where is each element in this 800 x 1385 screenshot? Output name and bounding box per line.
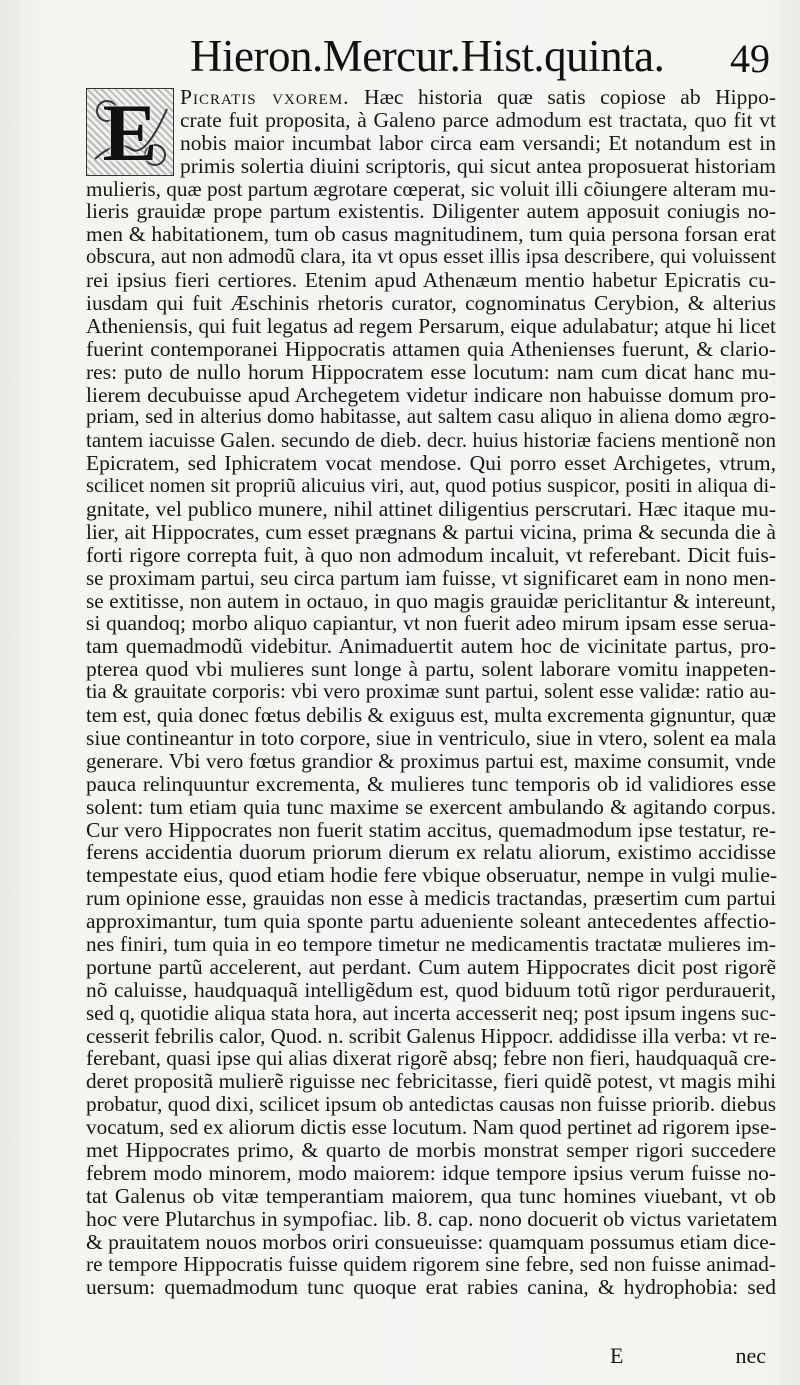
line-text: scilicet nomen sit propriũ alicuius viri, aut, quod potius suspicor, positi in aliqua di-: [86, 475, 776, 498]
text-line: [86, 819, 776, 842]
line-text: solent: tum etiam quia tunc maxime se exercent ambulando & agitando corpus.: [86, 794, 776, 819]
line-text: tantem iacuisse Galen. secundo de dieb. decr. huius historiæ faciens mentionẽ non: [86, 428, 776, 453]
line-text: tat Galenus ob vitæ temperantiam maiorem, qua tunc homines viuebant, vt ob: [86, 1183, 776, 1208]
line-text: res: puto de nullo horum Hippocratem esse locutum: nam cum dicat hanc mu-: [86, 359, 776, 384]
initial-letter: E: [102, 87, 158, 178]
line-text: approximantur, tum quia sponte partu adueniente soleant antecedentes affectio-: [86, 909, 776, 934]
line-text: deret propositã mulierẽ riguisse nec febricitasse, fieri quidẽ potest, vt magis mihi: [86, 1069, 776, 1094]
line-text: & prauitatem nouos morbos oriri consueuisse: quamquam possumus etiam dice-: [86, 1229, 776, 1254]
text-line: [180, 132, 776, 155]
line-text: nes finiri, tum quia in eo tempore timetur ne medicamentis tractatæ mulieres im-: [86, 931, 776, 956]
line-text: nõ caluisse, haudquaquã intelligẽdum est, quod biduum totũ rigor perdurauerit,: [86, 977, 776, 1002]
running-title: Hieron.Mercur.Hist.quinta.: [190, 31, 665, 81]
line-text: primis solertia diuini scriptoris, qui sicut antea proposuerat historiam: [180, 153, 776, 178]
line-text: Cur vero Hippocrates non fuerit statim accitus, quemadmodum ipse testatur, re-: [86, 817, 776, 842]
text-line: [180, 109, 776, 132]
line-text: obscura, aut non admodũ clara, ita vt opus esset illis ipsa describere, qui voluissent: [86, 246, 776, 269]
line-text: si quandoq; morbo aliquo capiantur, vt non fuerit adeo mirum ipsam esse serua-: [86, 611, 776, 636]
line-text: se extitisse, non autem in octauo, in quo magis grauidæ periclitantur & intereunt,: [86, 588, 776, 613]
text-line: [86, 1116, 776, 1139]
text-line: [86, 498, 776, 521]
line-text: tam quemadmodũ videbitur. Animaduertit autem hoc de vicinitate partus, pro-: [86, 634, 776, 659]
line-text: generare. Vbi vero fœtus grandior & proximus partui est, maxime consumit, vnde: [86, 748, 776, 773]
opening-small-caps: Picratis vxorem.: [180, 85, 350, 109]
page-number: 49: [730, 36, 770, 81]
text-line: [86, 338, 776, 361]
text-line: [86, 1025, 776, 1048]
text-line: [86, 1208, 776, 1231]
text-line: [86, 452, 776, 475]
text-line: [86, 429, 776, 452]
line-text: vocatum, sed ex aliorum dictis esse locutum. Nam quod pertinet ad rigorem ipse-: [86, 1115, 777, 1140]
text-line: [86, 704, 776, 727]
line-text: siue contineantur in toto corpore, siue in ventriculo, siue in vtero, solent ea mala: [86, 725, 777, 750]
line-text: priam, sed in alterius domo habitasse, aut saltem casu aliquo in aliena domo ægro-: [86, 406, 776, 429]
text-line: [86, 1047, 776, 1070]
line-text: lierem decubuisse apud Archegetem videtur indicare non habuisse domum pro-: [86, 382, 776, 407]
text-line: [86, 1162, 776, 1185]
line-text: pterea quod vbi mulieres sunt longe à partu, solent laborare vomitu inappeten-: [86, 657, 776, 682]
line-text: cesserit febrilis calor, Quod. n. scribit Galenus Hippocr. addidisse illa verba: vt re-: [86, 1023, 777, 1048]
line-text: febrem modo minorem, modo maiorem: idque tempore ipsius verum fuisse no-: [86, 1160, 776, 1185]
line-text: ferens accidentia duorum priorum dierum ex relatu aliorum, existimo accidisse: [86, 840, 776, 865]
text-line: [86, 1185, 776, 1208]
line-text: hoc vere Plutarchus in sympofiac. lib. 8. cap. nono docuerit ob victus varietatem: [86, 1206, 778, 1231]
line-text: gnitate, vel publico munere, nihil attinet diligentius perscrutari. Hæc itaque mu-: [86, 497, 776, 522]
text-line: [86, 1253, 776, 1276]
line-text: Hæc historia quæ satis copiose ab Hippo-: [349, 85, 776, 109]
signature-mark: E: [610, 1343, 624, 1368]
text-line: [86, 1070, 776, 1093]
line-text: ferebant, quasi ipse qui alias dixerat rigorẽ absq; febre non fieri, haudquaquã cre-: [86, 1046, 777, 1071]
text-line: [86, 1231, 776, 1254]
line-text: fuerint contemporanei Hippocratis attamen quia Athenienses fuerunt, & clario-: [86, 336, 776, 361]
line-text: tia & grauitate corporis: vbi vero proximæ sunt partui, solent esse validæ: ratio au-: [86, 681, 776, 704]
line-text: lier, ait Hippocrates, cum esset prægnans & partui vicina, prima & secunda die à: [86, 519, 776, 544]
text-line: [86, 727, 776, 750]
main-text-block: [86, 86, 776, 1299]
text-line: [86, 406, 776, 429]
line-text: pauca relinquuntur excrementa, & mulieres tunc temporis ob id validiores esse: [86, 771, 776, 796]
text-line: [86, 681, 776, 704]
line-text: crate fuit proposita, à Galeno parce admodum est tractata, quo fit vt: [180, 107, 776, 132]
text-line: [86, 612, 776, 635]
text-line: [86, 246, 776, 269]
line-text: tempestate eius, quod etiam hodie fere vbique obseruatur, nempe in vulgi mulie-: [86, 863, 778, 888]
text-line: [86, 773, 776, 796]
text-line: [86, 223, 776, 246]
line-text: Atheniensis, qui fuit legatus ad regem Persarum, eique adulabatur; atque hi licet: [86, 313, 776, 338]
page-header: [190, 26, 770, 86]
text-line: [86, 658, 776, 681]
line-text: sed q, quotidie aliqua stata hora, aut incerta accesserit neq; post ipsum ingens suc-: [86, 1000, 776, 1025]
text-line: [86, 933, 776, 956]
catchword: nec: [735, 1343, 766, 1368]
text-line: [86, 956, 776, 979]
text-line: [180, 155, 776, 178]
text-line: [86, 635, 776, 658]
line-text: re tempore Hippocratis fuisse quidem rigorem sine febre, sed non fuisse animad-: [86, 1252, 776, 1277]
line-text: lieris grauidæ prope partum existentis. Diligenter autem apposuit coniugis no-: [86, 199, 776, 224]
text-line: [86, 590, 776, 613]
text-line: [86, 841, 776, 864]
text-line: [86, 567, 776, 590]
line-text: rei ipsius fieri certiores. Etenim apud Athenæum mentio habetur Epicratis cu-: [86, 268, 776, 293]
line-text: tem est, quia donec fœtus debilis & exiguus est, multa excrementa gignuntur, quæ: [86, 703, 776, 728]
line-text: uersum: quemadmodum tunc quoque erat rabies canina, & hydrophobia: sed: [86, 1275, 776, 1300]
line-text: portune partũ accelerent, aut perdant. Cum autem Hippocrates dicit post rigorẽ: [86, 954, 776, 979]
text-line: [86, 475, 776, 498]
text-line: [86, 384, 776, 407]
line-text: forti rigore correpta fuit, à quo non admodum incaluit, vt referebant. Dicit fuis-: [86, 542, 776, 567]
text-line: [180, 86, 776, 109]
line-text: nobis maior incumbat labor circa eam versandi; Et notandum est in: [180, 130, 776, 155]
line-text: iusdam qui fuit Æschinis rhetoris curator, cognominatus Cerybion, & alterius: [86, 291, 776, 316]
text-line: [86, 887, 776, 910]
line-text: Epicratem, sed Iphicratem vocat mendose. Qui porro esset Archigetes, vtrum,: [86, 451, 776, 476]
line-text: met Hippocrates primo, & quarto de morbis monstrat semper rigori succedere: [86, 1137, 776, 1162]
line-text: men & habitationem, tum ob casus magnitudinem, tum quia persona forsan erat: [86, 222, 776, 247]
text-line: [86, 1093, 776, 1116]
line-text: mulieris, quæ post partum ægrotare cœperat, sic voluit illi cõiungere alteram mu-: [86, 176, 776, 201]
text-line: [86, 864, 776, 887]
text-line: [86, 269, 776, 292]
text-line: [86, 1002, 776, 1025]
text-line: [86, 544, 776, 567]
text-line: [86, 361, 776, 384]
text-line: [86, 1139, 776, 1162]
text-line: [86, 750, 776, 773]
text-line: [86, 521, 776, 544]
line-text: probatur, quod dixi, scilicet ipsum ob antedictas causas non fuisse priorib. diebus: [86, 1092, 776, 1117]
line-text: rum opinione esse, grauidas non esse à medicis tractandas, præsertim cum partui: [86, 886, 776, 911]
text-line: [86, 796, 776, 819]
text-line: [86, 979, 776, 1002]
text-line: [86, 315, 776, 338]
text-line: [86, 1276, 776, 1299]
line-text: se proximam partui, seu circa partum iam fuisse, vt significaret eam in nono men-: [86, 565, 776, 590]
text-line: [86, 178, 776, 201]
text-line: [86, 292, 776, 315]
text-line: [86, 200, 776, 223]
text-line: [86, 910, 776, 933]
